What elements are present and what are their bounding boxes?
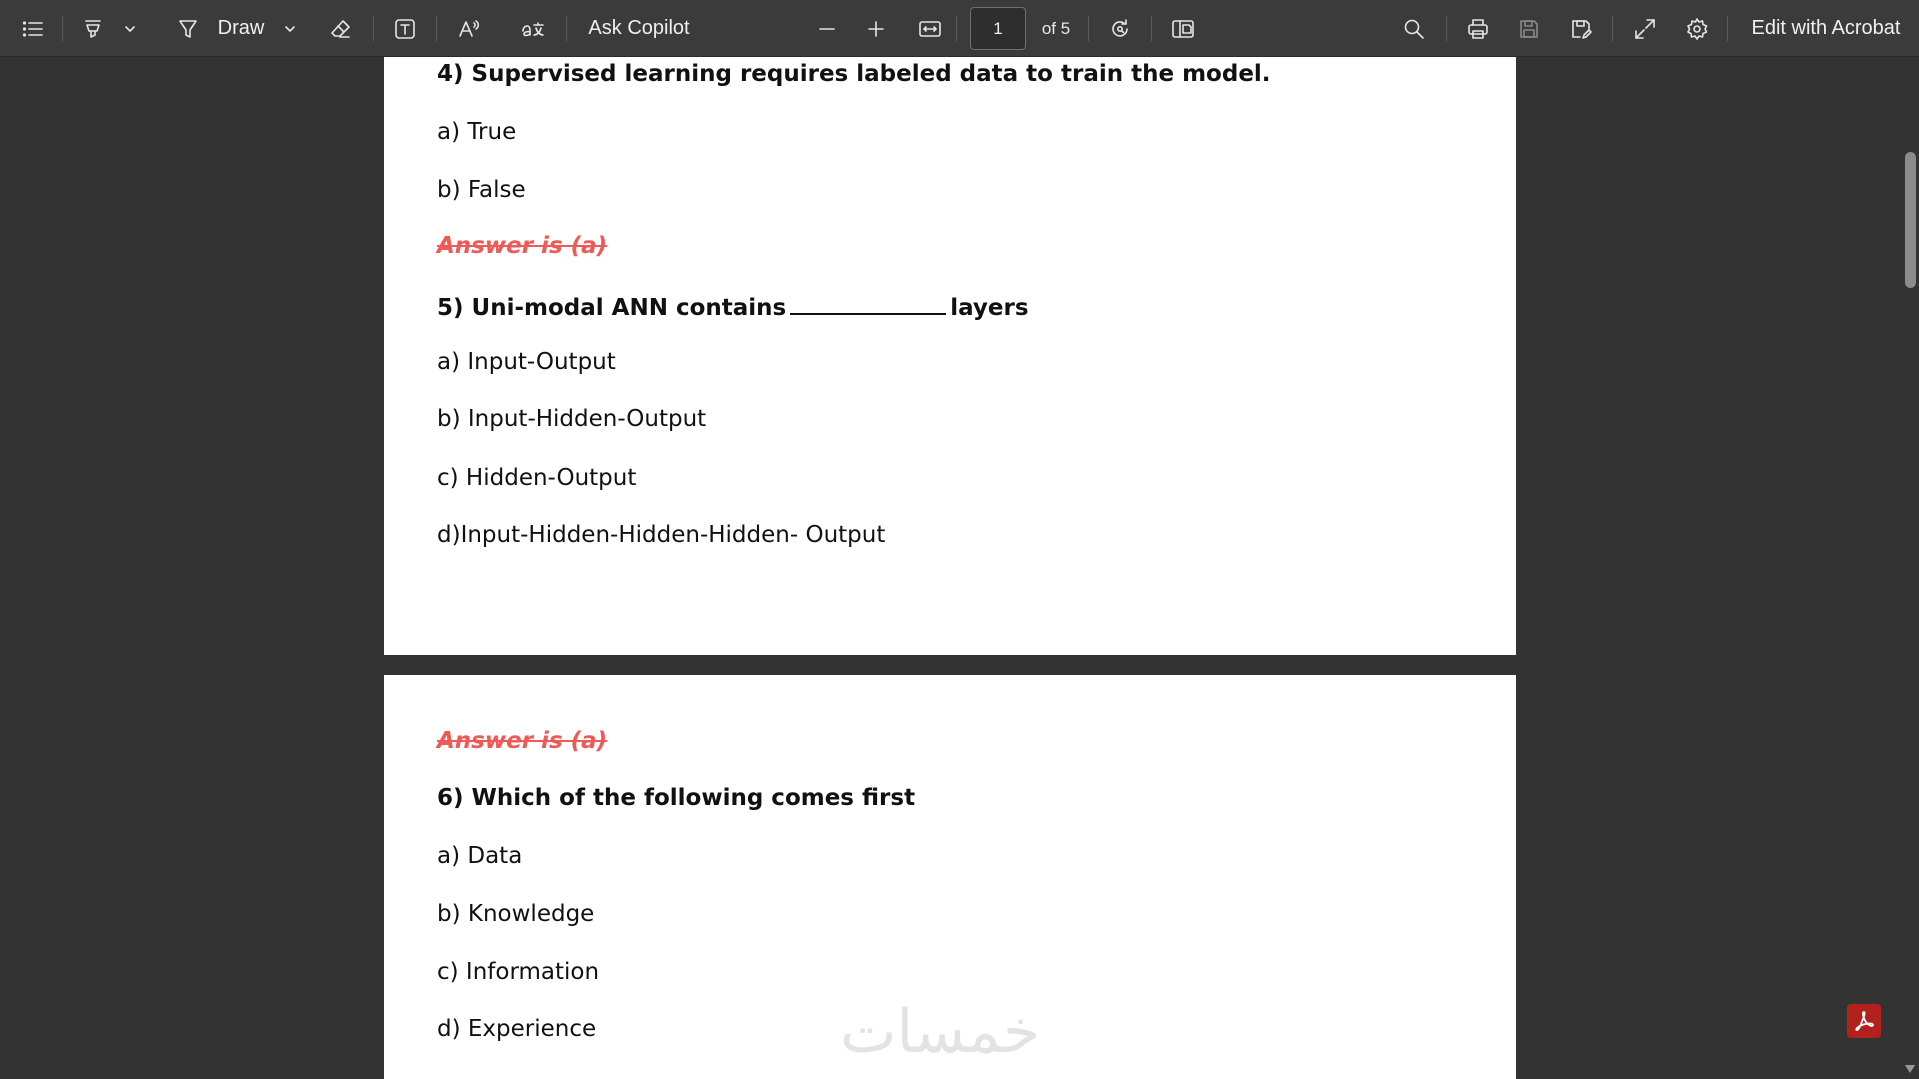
page-number-input[interactable]: 1 — [970, 7, 1026, 50]
fit-to-width-button[interactable] — [915, 0, 945, 57]
settings-button[interactable] — [1682, 0, 1712, 57]
fit-width-icon — [918, 17, 942, 41]
translate-button[interactable] — [518, 0, 548, 57]
translate-icon — [521, 17, 545, 41]
q6-option-c: c) Information — [437, 959, 600, 985]
zoom-in-button[interactable] — [862, 0, 890, 57]
fill-in-blank — [790, 291, 946, 315]
scroll-down-button[interactable] — [1903, 1062, 1917, 1076]
highlight-icon — [81, 17, 105, 41]
read-aloud-button[interactable] — [454, 0, 484, 57]
q6-option-d: d) Experience — [437, 1016, 597, 1042]
settings-icon — [1685, 17, 1709, 41]
chevron-down-icon — [123, 22, 137, 36]
draw-options-button[interactable] — [282, 0, 298, 57]
contents-icon — [21, 17, 45, 41]
toolbar-separator — [1612, 16, 1613, 41]
draw-tool-icon-button[interactable] — [173, 0, 203, 57]
read-aloud-icon — [457, 17, 481, 41]
zoom-in-icon — [864, 17, 888, 41]
save-icon — [1517, 17, 1541, 41]
toolbar-separator — [62, 16, 63, 41]
q6-option-a: a) Data — [437, 843, 523, 869]
rotate-icon — [1108, 17, 1132, 41]
q4-option-a: a) True — [437, 119, 517, 145]
page-view-button[interactable] — [1168, 0, 1198, 57]
page-total-label: of 5 — [1041, 18, 1071, 38]
toolbar-separator — [1727, 16, 1728, 41]
search-icon — [1402, 17, 1426, 41]
rotate-button[interactable] — [1105, 0, 1135, 57]
toolbar-separator — [1088, 16, 1089, 41]
print-icon — [1466, 17, 1490, 41]
save-as-icon — [1569, 17, 1593, 41]
toolbar-separator — [373, 16, 374, 41]
fullscreen-icon — [1633, 17, 1657, 41]
pdf-page-2 — [384, 675, 1516, 1079]
highlight-button[interactable] — [78, 0, 108, 57]
draw-icon — [176, 17, 200, 41]
fullscreen-button[interactable] — [1630, 0, 1660, 57]
toolbar-separator — [566, 16, 567, 41]
q6-option-b: b) Knowledge — [437, 901, 595, 927]
q5-answer: Answer is (a) — [437, 728, 608, 754]
search-button[interactable] — [1399, 0, 1429, 57]
scrollbar-thumb[interactable] — [1905, 152, 1916, 288]
q5-option-d: d)Input-Hidden-Hidden-Hidden- Output — [437, 522, 886, 548]
toolbar-separator — [1151, 16, 1152, 41]
pdf-toolbar — [0, 0, 1919, 57]
question-5 — [437, 291, 1029, 321]
page-view-icon — [1171, 17, 1195, 41]
q4-answer: Answer is (a) — [437, 233, 608, 259]
toolbar-separator — [1446, 16, 1447, 41]
q4-option-b: b) False — [437, 177, 526, 203]
question-4: 4) Supervised learning requires labeled data to train the model. — [437, 61, 1271, 87]
ask-copilot-button[interactable]: Ask Copilot — [588, 17, 690, 39]
save-as-button[interactable] — [1566, 0, 1596, 57]
save-button[interactable] — [1514, 0, 1544, 57]
q5-option-a: a) Input-Output — [437, 349, 616, 375]
q5-option-b: b) Input-Hidden-Output — [437, 406, 707, 432]
eraser-icon — [329, 17, 353, 41]
q5-text-start: 5) Uni-modal ANN contains — [437, 295, 787, 321]
q5-option-c: c) Hidden-Output — [437, 465, 637, 491]
edit-with-acrobat-button[interactable]: Edit with Acrobat — [1751, 17, 1901, 39]
add-text-button[interactable] — [390, 0, 420, 57]
acrobat-button[interactable] — [1847, 1004, 1881, 1038]
watermark: خمسات — [840, 997, 1041, 1067]
pdf-page-1 — [384, 57, 1516, 655]
toolbar-separator — [436, 16, 437, 41]
arrow-down-icon — [1904, 1064, 1916, 1074]
question-6: 6) Which of the following comes first — [437, 785, 916, 811]
highlight-options-button[interactable] — [122, 0, 138, 57]
toolbar-separator — [956, 16, 957, 41]
erase-button[interactable] — [326, 0, 356, 57]
chevron-down-icon — [283, 22, 297, 36]
draw-button[interactable]: Draw — [217, 17, 265, 39]
contents-button[interactable] — [18, 0, 48, 57]
zoom-out-button[interactable] — [813, 0, 841, 57]
zoom-out-icon — [815, 17, 839, 41]
print-button[interactable] — [1463, 0, 1493, 57]
acrobat-logo-icon — [1852, 1009, 1876, 1033]
q5-text-end: layers — [950, 295, 1029, 321]
text-box-icon — [393, 17, 417, 41]
